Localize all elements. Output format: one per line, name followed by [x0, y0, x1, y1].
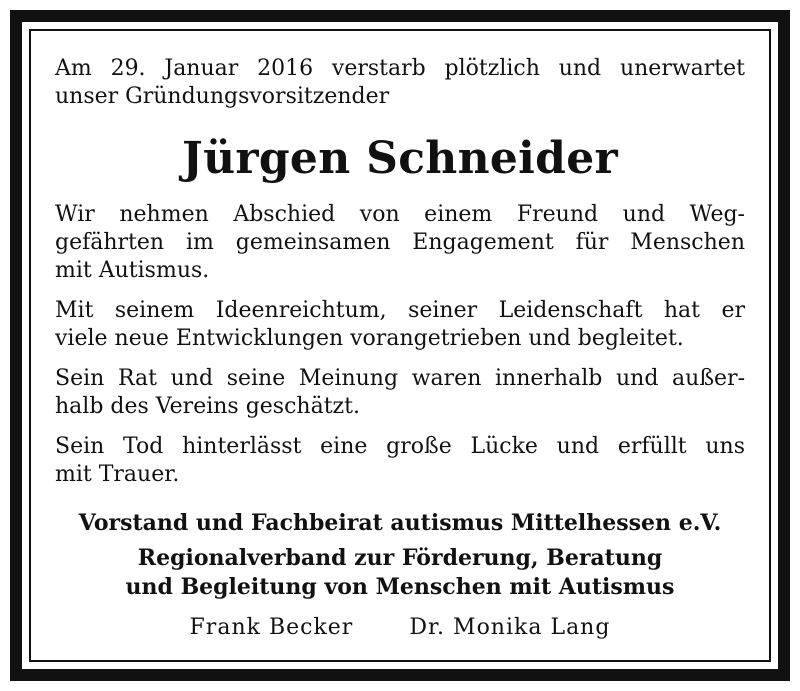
paragraph-line: halb des Vereins geschätzt.: [55, 394, 360, 419]
obituary-notice: [10, 10, 790, 681]
organization-name: Vorstand und Fachbeirat autismus Mittelhessen e.V.: [78, 510, 722, 536]
paragraph-line: Sein Tod hinterlässt eine große Lücke und erfüllt uns: [55, 434, 745, 459]
intro-text: [55, 55, 745, 111]
deceased-name: Jürgen Schneider: [181, 133, 619, 184]
paragraph-farewell: [55, 201, 745, 285]
paragraph-line: mit Autismus.: [55, 258, 210, 283]
signer-name: Frank Becker: [189, 615, 354, 640]
intro-line: Am 29. Januar 2016 verstarb plötzlich und unerwartet: [55, 56, 745, 81]
signers: [55, 614, 745, 642]
notice-content: [55, 55, 745, 642]
organization-description: Regionalverband zur Förderung, Beratung: [137, 545, 663, 571]
paragraph-line: gefährten im gemeinsamen Engagement für Menschen: [55, 230, 745, 255]
paragraph-ideas: [55, 297, 745, 353]
organization-description: und Begleitung von Menschen mit Autismus: [125, 574, 675, 600]
paragraph-loss: [55, 433, 745, 489]
paragraph-line: Wir nehmen Abschied von einem Freund und Weg-: [55, 202, 745, 227]
paragraph-line: Mit seinem Ideenreichtum, seiner Leidenschaft hat er: [55, 298, 745, 323]
paragraph-line: viele neue Entwicklungen vorangetrieben und begleitet.: [55, 326, 684, 351]
signoff-block: [55, 509, 745, 602]
paragraph-line: mit Trauer.: [55, 462, 180, 487]
intro-line: unser Gründungsvorsitzender: [55, 84, 390, 109]
paragraph-line: Sein Rat und seine Meinung waren innerhalb und außer-: [55, 366, 745, 391]
signer-name: Dr. Monika Lang: [409, 615, 611, 640]
paragraph-advice: [55, 365, 745, 421]
